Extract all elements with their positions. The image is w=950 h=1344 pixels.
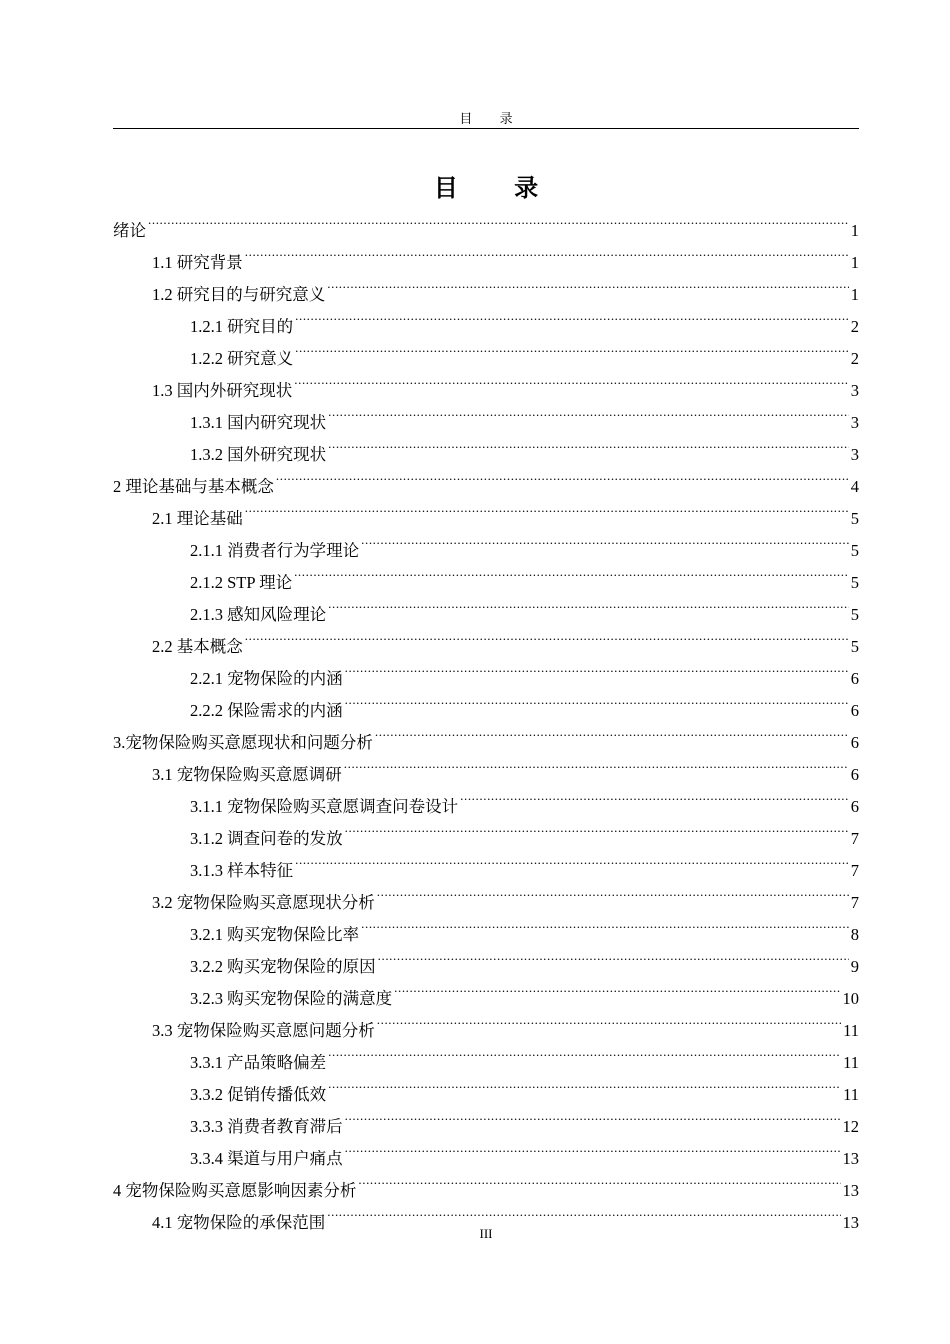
- toc-entry-page: 1: [850, 253, 859, 272]
- toc-entry-page: 7: [850, 861, 859, 880]
- toc-dot-leader: [295, 844, 849, 876]
- toc-dot-leader: [327, 268, 849, 300]
- toc-entry-page: 6: [850, 669, 859, 688]
- toc-entry-page: 10: [842, 989, 859, 1008]
- toc-entry-page: 11: [843, 1085, 859, 1104]
- toc-dot-leader: [345, 1100, 841, 1132]
- toc-entry-label: 3.3.2 促销传播低效: [190, 1085, 327, 1104]
- toc-entry-page: 13: [842, 1213, 859, 1232]
- toc-entry-label: 2.2 基本概念: [152, 637, 243, 656]
- toc-entry-page: 11: [843, 1053, 859, 1072]
- toc-dot-leader: [328, 1068, 841, 1100]
- toc-dot-leader: [345, 812, 849, 844]
- toc-entry-page: 1: [850, 285, 859, 304]
- toc-entry[interactable]: [113, 236, 859, 272]
- toc-list: [113, 204, 859, 1232]
- toc-entry-label: 2.2.1 宠物保险的内涵: [190, 669, 343, 688]
- toc-dot-leader: [294, 556, 849, 588]
- toc-dot-leader: [148, 204, 849, 236]
- toc-entry-label: 3.2.1 购买宠物保险比率: [190, 925, 360, 944]
- toc-entry-label: 绪论: [113, 221, 146, 240]
- toc-entry-label: 3.3.4 渠道与用户痛点: [190, 1149, 343, 1168]
- toc-entry-label: 2.1.1 消费者行为学理论: [190, 541, 360, 560]
- toc-entry-page: 6: [850, 797, 859, 816]
- toc-dot-leader: [394, 972, 840, 1004]
- toc-entry-label: 3.2 宠物保险购买意愿现状分析: [152, 893, 375, 912]
- toc-entry-label: 3.3.1 产品策略偏差: [190, 1053, 327, 1072]
- toc-entry-label: 3.1.2 调查问卷的发放: [190, 829, 343, 848]
- toc-dot-leader: [276, 460, 849, 492]
- toc-entry-label: 4 宠物保险购买意愿影响因素分析: [113, 1181, 357, 1200]
- toc-entry-page: 5: [850, 573, 859, 592]
- toc-entry-page: 3: [850, 413, 859, 432]
- toc-entry-page: 3: [850, 445, 859, 464]
- toc-dot-leader: [328, 1036, 841, 1068]
- header-rule: [113, 128, 859, 129]
- toc-entry-page: 1: [850, 221, 859, 240]
- toc-title: 目 录: [433, 174, 563, 202]
- page-number: III: [479, 1226, 493, 1241]
- toc-entry-label: 1.3 国内外研究现状: [152, 381, 293, 400]
- toc-dot-leader: [377, 876, 849, 908]
- toc-entry-page: 6: [850, 701, 859, 720]
- toc-entry-page: 5: [850, 509, 859, 528]
- toc-entry-page: 4: [850, 477, 859, 496]
- toc-entry-label: 2.1.3 感知风险理论: [190, 605, 327, 624]
- toc-dot-leader: [378, 940, 849, 972]
- toc-entry-label: 1.2 研究目的与研究意义: [152, 285, 326, 304]
- toc-entry-label: 4.1 宠物保险的承保范围: [152, 1213, 326, 1232]
- toc-dot-leader: [460, 780, 849, 812]
- toc-dot-leader: [345, 684, 849, 716]
- toc-entry-label: 3.1.1 宠物保险购买意愿调查问卷设计: [190, 797, 459, 816]
- toc-entry-label: 2 理论基础与基本概念: [113, 477, 274, 496]
- toc-entry-label: 2.2.2 保险需求的内涵: [190, 701, 343, 720]
- toc-entry-label: 3.1.3 样本特征: [190, 861, 294, 880]
- toc-entry-label: 1.3.1 国内研究现状: [190, 413, 327, 432]
- toc-entry-page: 2: [850, 317, 859, 336]
- toc-dot-leader: [377, 1004, 841, 1036]
- toc-dot-leader: [328, 428, 849, 460]
- toc-entry-label: 3.2.2 购买宠物保险的原因: [190, 957, 376, 976]
- toc-dot-leader: [375, 716, 849, 748]
- toc-entry-page: 7: [850, 893, 859, 912]
- toc-dot-leader: [345, 652, 849, 684]
- toc-dot-leader: [245, 236, 849, 268]
- toc-entry-label: 2.1.2 STP 理论: [190, 573, 293, 592]
- toc-dot-leader: [361, 524, 849, 556]
- toc-entry-page: 13: [842, 1149, 859, 1168]
- toc-entry-label: 3.宠物保险购买意愿现状和问题分析: [113, 733, 373, 752]
- toc-dot-leader: [295, 332, 849, 364]
- toc-entry-page: 5: [850, 637, 859, 656]
- toc-entry-page: 12: [842, 1117, 859, 1136]
- toc-entry-label: 1.2.2 研究意义: [190, 349, 294, 368]
- toc-entry-page: 2: [850, 349, 859, 368]
- toc-entry-page: 9: [850, 957, 859, 976]
- toc-dot-leader: [294, 364, 849, 396]
- toc-entry-label: 1.3.2 国外研究现状: [190, 445, 327, 464]
- toc-dot-leader: [358, 1164, 840, 1196]
- toc-entry-label: 2.1 理论基础: [152, 509, 243, 528]
- toc-dot-leader: [328, 396, 849, 428]
- toc-dot-leader: [328, 588, 849, 620]
- toc-entry-label: 3.1 宠物保险购买意愿调研: [152, 765, 342, 784]
- toc-entry-page: 3: [850, 381, 859, 400]
- toc-dot-leader: [327, 1196, 840, 1228]
- toc-dot-leader: [245, 492, 849, 524]
- toc-entry-page: 5: [850, 541, 859, 560]
- toc-entry-page: 8: [850, 925, 859, 944]
- toc-entry-page: 6: [850, 765, 859, 784]
- toc-dot-leader: [245, 620, 849, 652]
- toc-entry[interactable]: [113, 204, 859, 240]
- running-header: 目 录: [459, 111, 525, 126]
- toc-entry-label: 3.3 宠物保险购买意愿问题分析: [152, 1021, 375, 1040]
- toc-dot-leader: [345, 1132, 841, 1164]
- toc-entry-page: 11: [843, 1021, 859, 1040]
- toc-entry-label: 1.1 研究背景: [152, 253, 243, 272]
- toc-entry-label: 1.2.1 研究目的: [190, 317, 294, 336]
- toc-dot-leader: [361, 908, 849, 940]
- toc-entry-label: 3.3.3 消费者教育滞后: [190, 1117, 343, 1136]
- toc-entry-page: 5: [850, 605, 859, 624]
- toc-entry-label: 3.2.3 购买宠物保险的满意度: [190, 989, 393, 1008]
- toc-entry-page: 6: [850, 733, 859, 752]
- toc-dot-leader: [295, 300, 849, 332]
- toc-dot-leader: [344, 748, 849, 780]
- toc-entry-page: 7: [850, 829, 859, 848]
- toc-entry-page: 13: [842, 1181, 859, 1200]
